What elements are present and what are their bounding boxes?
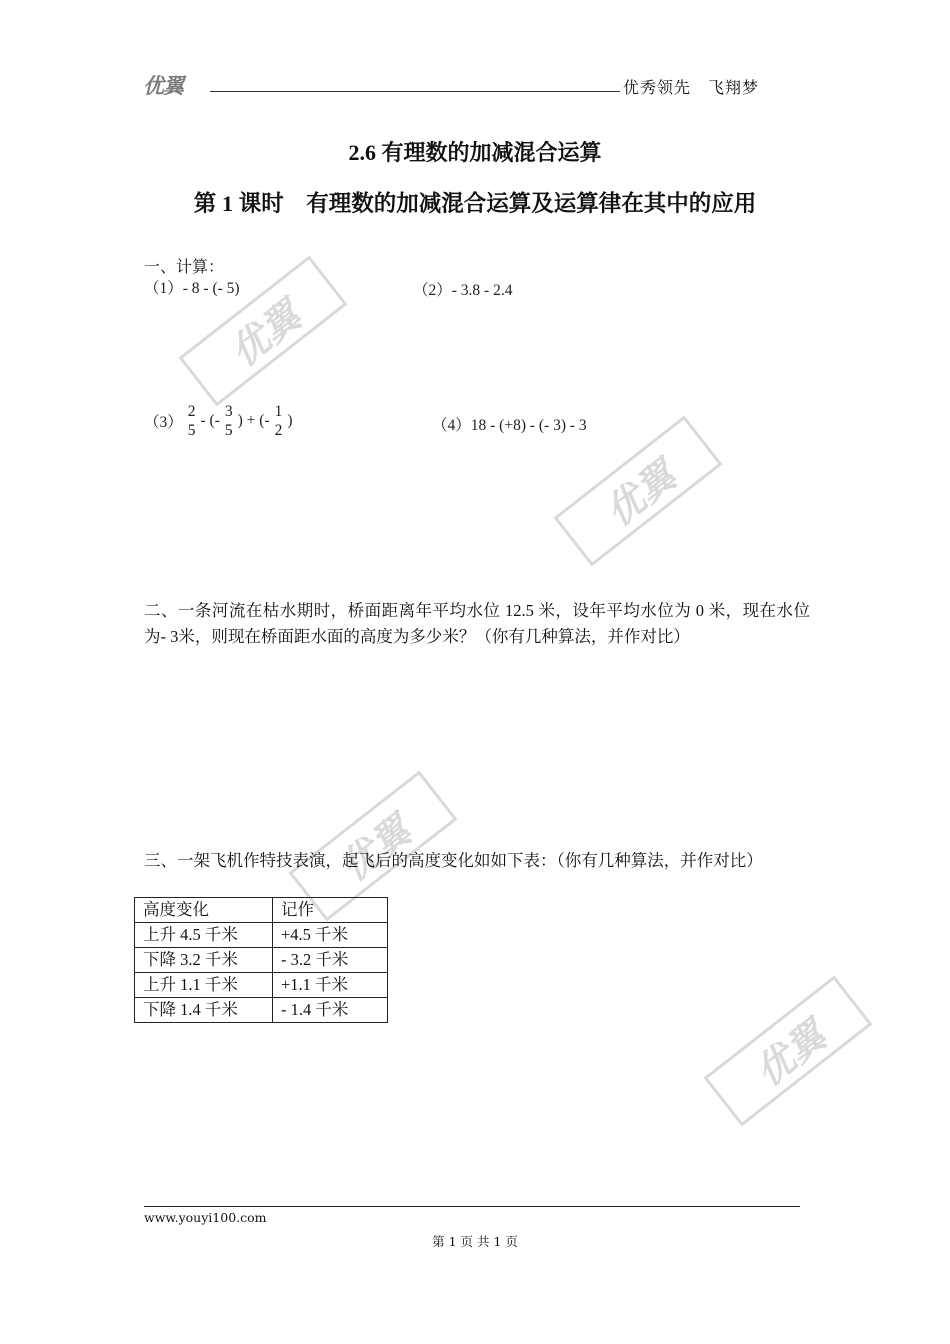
operator: ): [287, 412, 293, 429]
operator: - (-: [200, 412, 220, 429]
fraction: [223, 402, 235, 440]
watermark-logo: 优翼: [704, 975, 873, 1126]
problem-2: （2）- 3.8 - 2.4: [413, 282, 513, 299]
fraction: [273, 402, 285, 440]
problem-3: [144, 402, 293, 440]
fraction-numerator: 3: [224, 403, 233, 420]
watermark-logo: 优翼: [179, 255, 348, 406]
operator: ) + (-: [237, 412, 270, 429]
table-header-row: [135, 898, 388, 923]
table-cell: - 1.4 千米: [273, 998, 388, 1023]
table-row: [135, 973, 388, 998]
fraction-denominator: 5: [224, 422, 233, 439]
fraction: [186, 402, 198, 440]
footer-url: www.youyi100.com: [144, 1210, 267, 1225]
table-row: [135, 998, 388, 1023]
table-header: 记作: [273, 898, 388, 923]
table-cell: 下降 3.2 千米: [135, 948, 273, 973]
header-divider: [210, 91, 620, 92]
watermark-logo: 优翼: [289, 770, 458, 921]
table-row: [135, 948, 388, 973]
table-cell: - 3.2 千米: [273, 948, 388, 973]
table-cell: +4.5 千米: [273, 923, 388, 948]
fraction-numerator: 1: [274, 403, 283, 420]
problem-3-label: （3）: [144, 414, 183, 431]
altitude-table: [134, 897, 388, 1023]
brand-logo: 优翼: [143, 74, 183, 98]
section2-problem: 二、一条河流在枯水期时，桥面距离年平均水位 12.5 米，设年平均水位为 0 米，现在水位为- 3米，则现在桥面距水面的高度为多少米？（你有几种算法，并作对比）: [144, 601, 810, 646]
problem-1: （1）- 8 - (- 5): [144, 280, 240, 297]
watermark-logo: 优翼: [554, 415, 723, 566]
table-header: 高度变化: [135, 898, 273, 923]
table-cell: 上升 4.5 千米: [135, 923, 273, 948]
page-number: 第 1 页 共 1 页: [432, 1234, 518, 1249]
page-subtitle: 第 1 课时 有理数的加减混合运算及运算律在其中的应用: [193, 191, 757, 216]
section3-problem: 三、一架飞机作特技表演，起飞后的高度变化如如下表：（你有几种算法，并作对比）: [144, 851, 763, 870]
page-title: 2.6 有理数的加减混合运算: [348, 140, 602, 165]
table-cell: 下降 1.4 千米: [135, 998, 273, 1023]
section1-heading: 一、计算：: [144, 259, 225, 276]
fraction-denominator: 5: [187, 422, 196, 439]
fraction-denominator: 2: [274, 422, 283, 439]
table-cell: 上升 1.1 千米: [135, 973, 273, 998]
table-row: [135, 923, 388, 948]
problem-4: （4）18 - (+8) - (- 3) - 3: [432, 417, 587, 434]
footer-divider: [144, 1206, 800, 1207]
fraction-numerator: 2: [187, 403, 196, 420]
table-cell: +1.1 千米: [273, 973, 388, 998]
header-slogan: 优秀领先 飞翔梦: [623, 78, 760, 97]
